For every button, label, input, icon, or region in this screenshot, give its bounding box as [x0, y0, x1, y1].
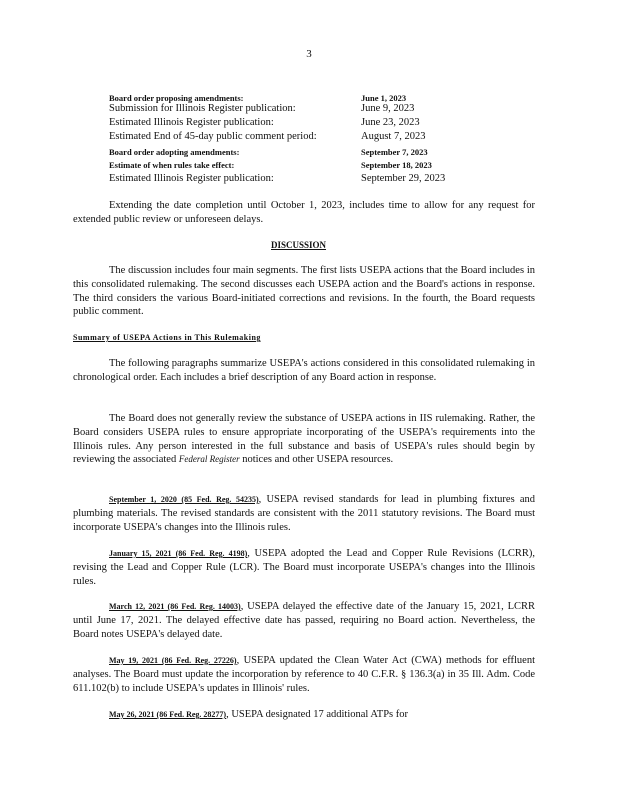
schedule-label: Submission for Illinois Register publication:: [109, 103, 296, 114]
schedule-date: September 18, 2023: [361, 160, 432, 170]
schedule-label: Board order adopting amendments:: [109, 147, 240, 157]
schedule-row: [109, 146, 509, 158]
usepa-action-entry: [73, 600, 535, 641]
entry-text: , USEPA adopted the Lead and Copper Rule Revisions (LCRR), revising the Lead and Copper Rule (LCR). The Board must incorporate USEPA's changes into the Illinois rules.: [73, 548, 535, 587]
discussion-paragraph: The discussion includes four main segments. The first lists USEPA actions that the Board includes in this consolidated rulemaking. The second discusses each USEPA action and the Board's actions in response. The third considers the various Board-initiated corrections and revisions. In the fourth, the Board requests public comment.: [73, 265, 535, 318]
federal-register-citation: May 26, 2021 (86 Fed. Reg. 28277): [109, 710, 227, 719]
schedule-date: June 1, 2023: [361, 93, 407, 103]
page-number: 3: [306, 48, 312, 60]
schedule-label: Estimate of when rules take effect:: [109, 160, 235, 170]
schedule-date: September 29, 2023: [361, 173, 446, 184]
federal-register-citation: March 12, 2021 (86 Fed. Reg. 14003): [109, 602, 241, 611]
schedule-date: June 23, 2023: [361, 117, 420, 128]
federal-register-citation: May 19, 2021 (86 Fed. Reg. 27226): [109, 656, 237, 665]
board-review-text: The Board does not generally review the substance of USEPA actions in IIS rulemaking. Rather, the Board considers USEPA rules to ensure appropriate incorporating of the USEPA's requirements into the Illinois rules. Any person interested in the full substance and basis of USEPA's rules should begin by reviewing the associated: [73, 413, 535, 466]
schedule-row: [109, 159, 509, 171]
schedule-row: [109, 103, 509, 115]
board-review-text-end: notices and other USEPA resources.: [239, 454, 394, 466]
schedule-row: [109, 117, 509, 129]
entry-text: , USEPA delayed the effective date of the January 15, 2021, LCRR until June 17, 2021. The delayed effective date has passed, requiring no Board action. Nevertheless, the Board notes USEPA's delayed date.: [73, 601, 535, 640]
entry-text: , USEPA designated 17 additional ATPs for: [226, 709, 408, 720]
board-review-paragraph: [73, 412, 535, 467]
schedule-label: Estimated End of 45-day public comment period:: [109, 131, 317, 142]
federal-register-citation: September 1, 2020 (85 Fed. Reg. 54235): [109, 495, 259, 504]
usepa-action-entry: [73, 547, 535, 588]
extending-paragraph: Extending the date completion until October 1, 2023, includes time to allow for any request for extended public review or unforeseen delays.: [73, 200, 535, 225]
schedule-row: [109, 131, 509, 143]
entry-text: , USEPA revised standards for lead in plumbing fixtures and plumbing materials. The revised standards are consistent with the 2011 statutory revisions. The Board must incorporate USEPA's changes into the Illinois rules.: [73, 494, 536, 533]
schedule-date: August 7, 2023: [361, 131, 426, 142]
federal-register-citation: January 15, 2021 (86 Fed. Reg. 4198): [109, 549, 248, 558]
following-paragraph: The following paragraphs summarize USEPA's actions considered in this consolidated rulemaking in chronological order. Each includes a brief description of any Board action in response.: [73, 358, 535, 383]
usepa-action-entry: [73, 493, 535, 534]
schedule-row: [109, 173, 509, 185]
federal-register-ref: Federal Register: [178, 454, 240, 465]
schedule-date: June 9, 2023: [361, 103, 415, 114]
entry-text: , USEPA updated the Clean Water Act (CWA) methods for effluent analyses. The Board must update the incorporation by reference to 40 C.F.R. § 136.3(a) in 35 Ill. Adm. Code 611.102(b) to include USEPA's updates in Illinois' rules.: [73, 655, 536, 694]
schedule-label: Board order proposing amendments:: [109, 93, 244, 103]
usepa-action-entry: [73, 708, 535, 722]
discussion-heading: DISCUSSION: [271, 240, 327, 250]
summary-heading: Summary of USEPA Actions in This Rulemaking: [73, 333, 261, 342]
usepa-action-entry: [73, 654, 535, 695]
schedule-label: Estimated Illinois Register publication:: [109, 117, 274, 128]
schedule-label: Estimated Illinois Register publication:: [109, 173, 274, 184]
schedule-date: September 7, 2023: [361, 147, 428, 157]
